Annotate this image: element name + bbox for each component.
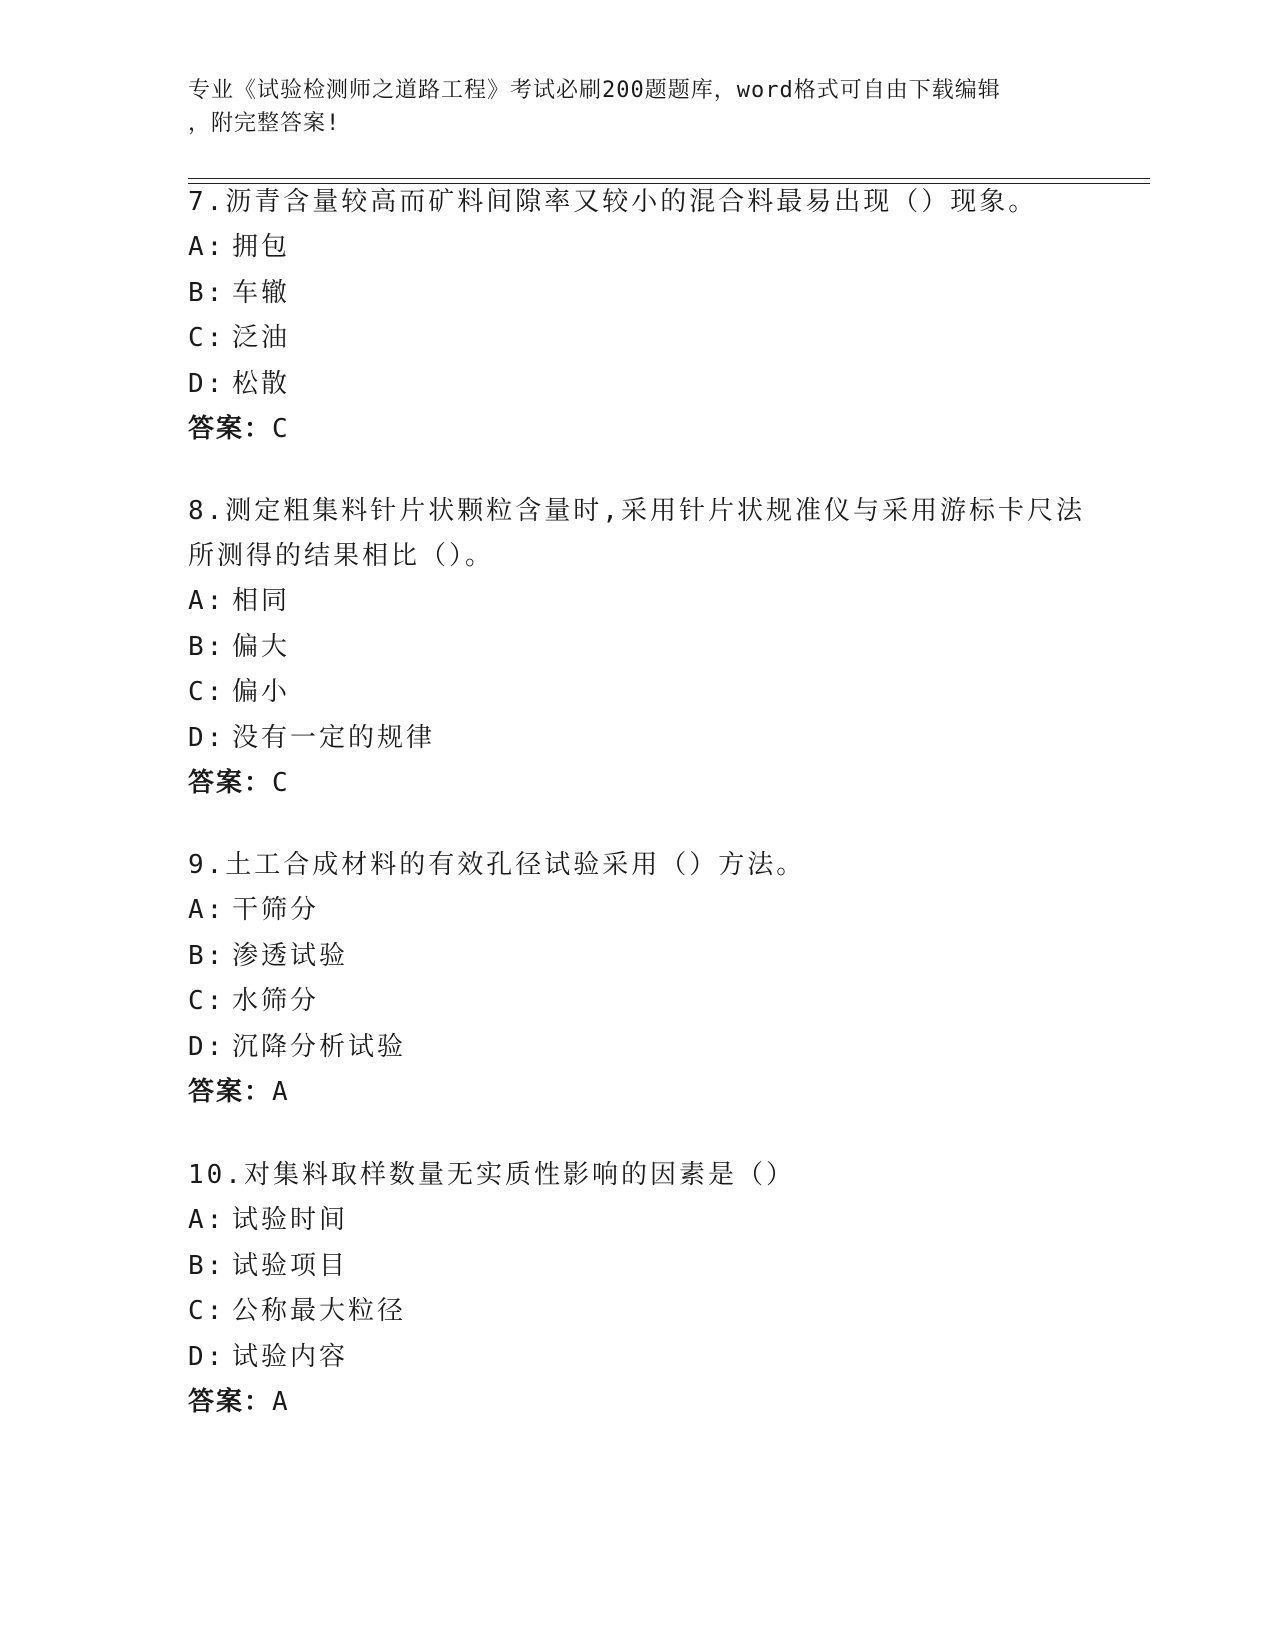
option-d bbox=[188, 1335, 1088, 1381]
option-c bbox=[188, 670, 1088, 716]
question-9 bbox=[188, 843, 1088, 1116]
option-b bbox=[188, 1244, 1088, 1290]
option-b bbox=[188, 934, 1088, 980]
option-a bbox=[188, 225, 1088, 271]
option-a bbox=[188, 1198, 1088, 1244]
option-key: D: bbox=[188, 1341, 226, 1372]
option-d bbox=[188, 362, 1088, 408]
option-key: A: bbox=[188, 1205, 226, 1235]
option-b bbox=[188, 271, 1088, 317]
answer-line bbox=[188, 1380, 1088, 1426]
option-a bbox=[188, 579, 1088, 625]
option-key: B: bbox=[188, 1250, 226, 1281]
question-text: 10.对集料取样数量无实质性影响的因素是（） bbox=[188, 1160, 795, 1190]
option-text: 偏大 bbox=[232, 631, 291, 662]
question-text: 9.土工合成材料的有效孔径试验采用（）方法。 bbox=[188, 850, 806, 880]
option-key: D: bbox=[188, 722, 226, 753]
answer-label: 答案： bbox=[188, 1387, 273, 1417]
option-key: C: bbox=[188, 1296, 226, 1326]
option-text: 没有一定的规律 bbox=[232, 722, 436, 753]
option-text: 偏小 bbox=[232, 677, 291, 707]
answer-line bbox=[188, 1070, 1088, 1116]
option-b bbox=[188, 625, 1088, 671]
answer-value: A bbox=[272, 1077, 289, 1107]
option-text: 拥包 bbox=[232, 232, 291, 262]
option-text: 水筛分 bbox=[232, 986, 320, 1016]
option-key: B: bbox=[188, 940, 226, 971]
document-header bbox=[188, 74, 1088, 140]
answer-line bbox=[188, 407, 1088, 453]
question-10 bbox=[188, 1153, 1088, 1426]
option-key: D: bbox=[188, 1031, 226, 1062]
option-key: B: bbox=[188, 277, 226, 308]
option-text: 泛油 bbox=[232, 323, 291, 353]
header-rule-top bbox=[188, 178, 1150, 179]
option-text: 渗透试验 bbox=[232, 940, 349, 971]
option-text: 试验内容 bbox=[232, 1341, 349, 1372]
answer-value: C bbox=[272, 414, 289, 444]
option-c bbox=[188, 316, 1088, 362]
header-title-line: 专业《试验检测师之道路工程》考试必刷200题题库，word格式可自由下载编辑 bbox=[188, 78, 1001, 103]
answer-label: 答案： bbox=[188, 768, 273, 798]
option-text: 松散 bbox=[232, 368, 291, 399]
option-key: C: bbox=[188, 986, 226, 1016]
header-title-continuation: ，附完整答案! bbox=[188, 111, 341, 136]
option-text: 沉降分析试验 bbox=[232, 1031, 407, 1062]
question-text-continuation: 所测得的结果相比（）。 bbox=[188, 541, 495, 571]
option-text: 干筛分 bbox=[232, 895, 320, 925]
option-d bbox=[188, 1025, 1088, 1071]
answer-label: 答案： bbox=[188, 414, 273, 444]
answer-line bbox=[188, 761, 1088, 807]
answer-value: A bbox=[272, 1387, 289, 1417]
option-key: D: bbox=[188, 368, 226, 399]
question-7 bbox=[188, 180, 1088, 453]
question-text: 7.沥青含量较高而矿料间隙率又较小的混合料最易出现（）现象。 bbox=[188, 187, 1038, 217]
option-text: 公称最大粒径 bbox=[232, 1296, 407, 1326]
option-text: 相同 bbox=[232, 586, 291, 616]
option-a bbox=[188, 888, 1088, 934]
answer-value: C bbox=[272, 768, 289, 798]
option-c bbox=[188, 979, 1088, 1025]
option-text: 车辙 bbox=[232, 277, 291, 308]
option-key: B: bbox=[188, 631, 226, 662]
answer-label: 答案： bbox=[188, 1077, 273, 1107]
option-key: A: bbox=[188, 895, 226, 925]
option-text: 试验时间 bbox=[232, 1205, 349, 1235]
option-d bbox=[188, 716, 1088, 762]
question-text: 8.测定粗集料针片状颗粒含量时,采用针片状规准仪与采用游标卡尺法 bbox=[188, 496, 1085, 526]
question-8 bbox=[188, 489, 1088, 807]
option-key: A: bbox=[188, 586, 226, 616]
option-key: A: bbox=[188, 232, 226, 262]
option-c bbox=[188, 1289, 1088, 1335]
option-key: C: bbox=[188, 677, 226, 707]
option-key: C: bbox=[188, 323, 226, 353]
option-text: 试验项目 bbox=[232, 1250, 349, 1281]
